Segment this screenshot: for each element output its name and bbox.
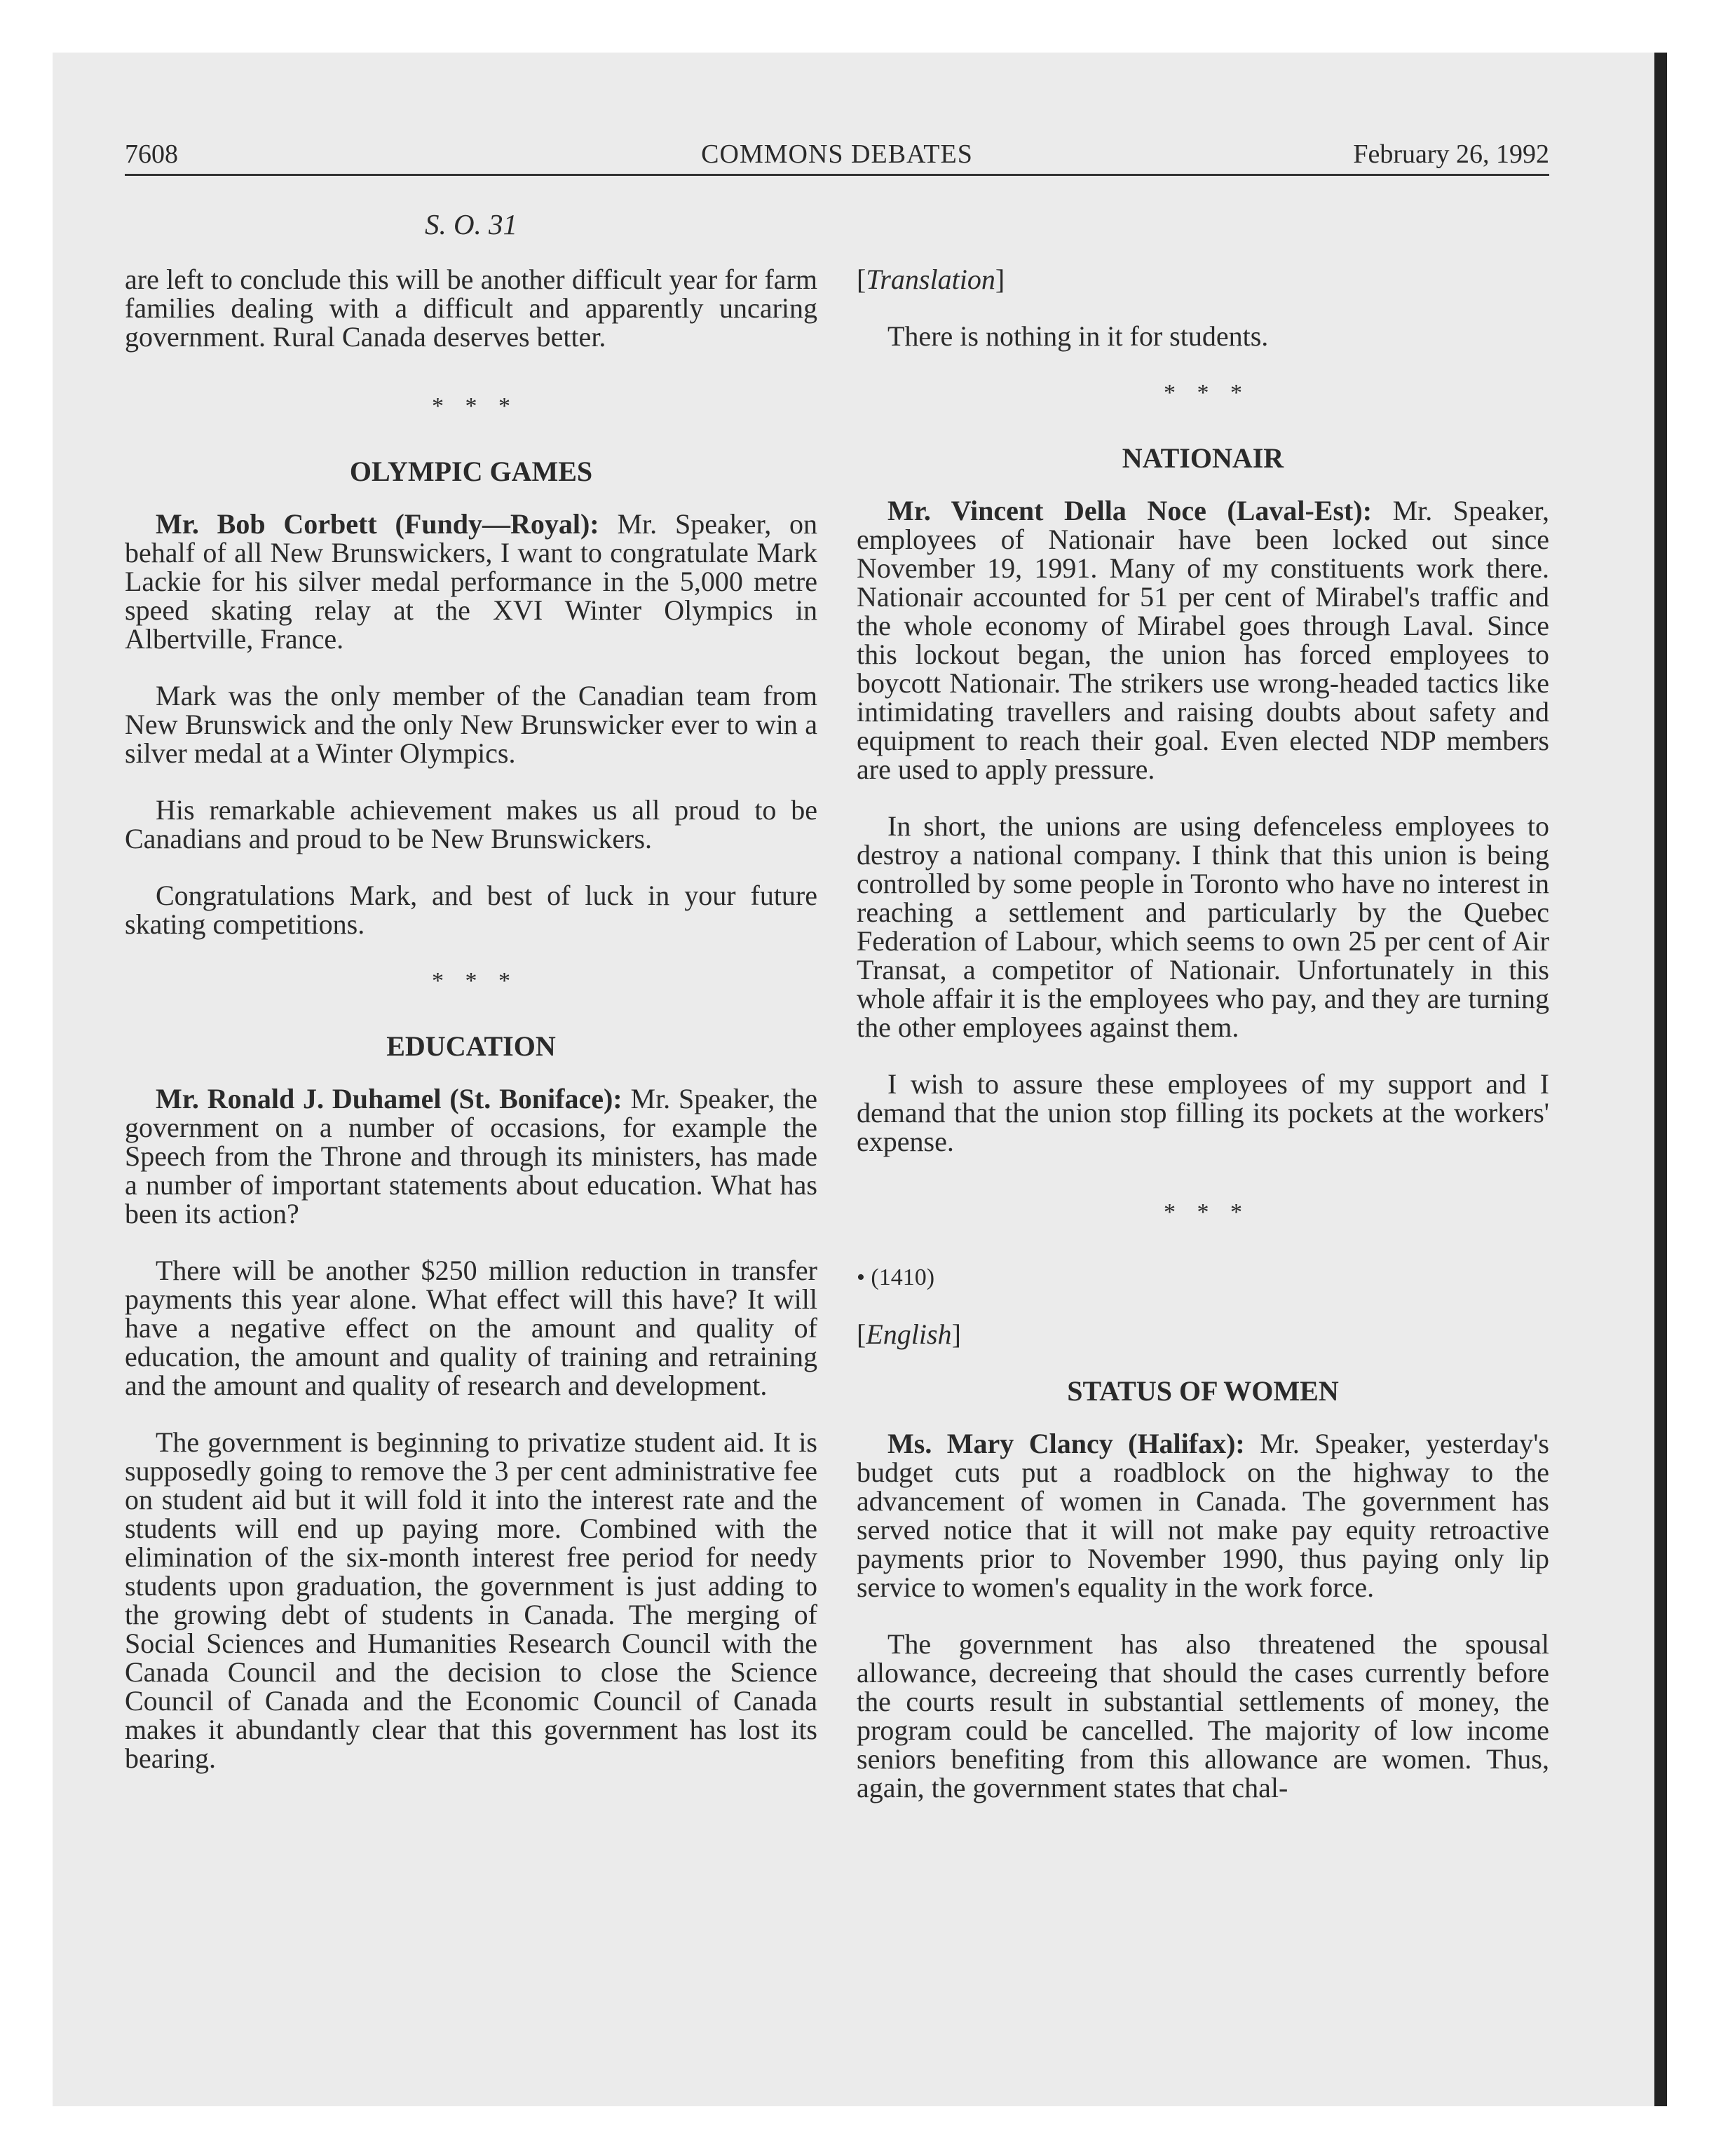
section-separator: * * * [1164, 1199, 1242, 1225]
statement-text: Mr. Speaker, on behalf of all New Brunswickers, I want to congratulate Mark Lackie for his silver medal performance in the 5,000 metre speed skating relay at the XVI Winter Olympics in Albertville, France. [125, 508, 818, 655]
statement-paragraph: The government has also threatened the spousal allowance, decreeing that should the cases currently before the courts result in substantial settlements of money, the program could be cancelled. The majority of low income seniors benefiting from this allowance are women. Thus, again, the government states that chal- [857, 1628, 1549, 1803]
translation-marker: [Translation] [857, 264, 1005, 295]
statement-text: Mr. Speaker, yesterday's budget cuts put a roadblock on the highway to the advancement of women in Canada. The government has served notice that it will not make pay equity retroactive payments prior to November 1990, thus paying only lip service to women's equality in the work force. [857, 1428, 1549, 1603]
heading-status-of-women: STATUS OF WOMEN [1067, 1375, 1339, 1407]
section-separator: * * * [432, 393, 510, 419]
heading-education: EDUCATION [386, 1030, 556, 1062]
page-number: 7608 [125, 139, 178, 169]
continued-paragraph: There is nothing in it for students. [887, 320, 1269, 352]
speaker-name: Mr. Vincent Della Noce (Laval-Est): [887, 495, 1373, 526]
statement-paragraph: There will be another $250 million reduction in transfer payments this year alone. What effect will this have? It will have a negative effect on the amount and quality of education, the amount and quality of training and retraining and the amount and quality of research and development. [125, 1255, 817, 1401]
statement-text: Mr. Speaker, the government on a number of occasions, for example the Speech from the Throne and through its ministers, has made a number of important statements about education. What has been its action? [125, 1083, 818, 1229]
translation-label: Translation [866, 264, 995, 295]
continued-paragraph: are left to conclude this will be another difficult year for farm families dealing with a difficult and apparently uncaring government. Rural Canada deserves better. [125, 264, 817, 353]
statement-paragraph: The government is beginning to privatize student aid. It is supposedly going to remove the 3 per cent administrative fee on student aid but it will fold it into the interest rate and the students will end up paying more. Combined with the elimination of the six-month interest free period for needy students upon graduation, the government is just adding to the growing debt of students in Canada. The merging of Social Sciences and Humanities Research Council with the Canada Council and the decision to close the Science Council of Canada and the Economic Council of Canada makes it abundantly clear that this government has lost its bearing. [125, 1426, 817, 1774]
standing-order-label: S. O. 31 [424, 208, 518, 240]
right-column [857, 265, 1549, 1830]
speaker-name: Mr. Ronald J. Duhamel (St. Boniface): [156, 1083, 622, 1114]
section-separator: * * * [432, 968, 510, 994]
statement-paragraph: I wish to assure these employees of my support and I demand that the union stop filling its pockets at the workers' expense. [857, 1068, 1549, 1157]
statement-paragraph: His remarkable achievement makes us all proud to be Canadians and proud to be New Brunswickers. [125, 794, 817, 854]
speaker-name: Ms. Mary Clancy (Halifax): [887, 1428, 1245, 1459]
speaker-name: Mr. Bob Corbett (Fundy—Royal): [156, 508, 599, 540]
statement-text: Mr. Speaker, employees of Nationair have been locked out since November 19, 1991. Many of my constituents work there. Nationair accounted for 51 per cent of Mirabel's traffic and the whole economy of Mirabel goes through Laval. Since this lockout began, the union has forced employees to boycott Nationair. The strikers use wrong-headed tactics like intimidating travellers and raising doubts about safety and equipment to reach their goal. Even elected NDP members are used to apply pressure. [857, 495, 1550, 785]
time-marker: • (1410) [857, 1264, 935, 1290]
header-date: February 26, 1992 [1353, 139, 1549, 169]
statement-paragraph: Mark was the only member of the Canadian team from New Brunswick and the only New Brunswicker ever to win a silver medal at a Winter Olympics. [125, 680, 817, 769]
statement-paragraph [857, 1429, 1549, 1602]
statement-paragraph [857, 496, 1549, 784]
statement-paragraph [125, 510, 817, 653]
heading-nationair: NATIONAIR [1122, 442, 1284, 474]
running-header [125, 139, 1549, 176]
statement-paragraph [125, 1084, 817, 1228]
publication-title: COMMONS DEBATES [701, 139, 973, 169]
left-column [125, 265, 817, 1801]
english-marker: [English] [857, 1318, 961, 1350]
section-separator: * * * [1164, 380, 1242, 406]
statement-paragraph: In short, the unions are using defenceless employees to destroy a national company. I think that this union is being controlled by some people in Toronto who have no interest in reaching a settlement and particularly by the Quebec Federation of Labour, which seems to own 25 per cent of Air Transat, a competitor of Nationair. Unfortunately in this whole affair it is the employees who pay, and they are turning the other employees against them. [857, 810, 1549, 1043]
heading-olympic-games: OLYMPIC GAMES [349, 456, 593, 487]
statement-paragraph: Congratulations Mark, and best of luck in your future skating competitions. [125, 880, 817, 940]
scan-edge-bar [1654, 53, 1667, 2106]
english-label: English [866, 1318, 952, 1350]
